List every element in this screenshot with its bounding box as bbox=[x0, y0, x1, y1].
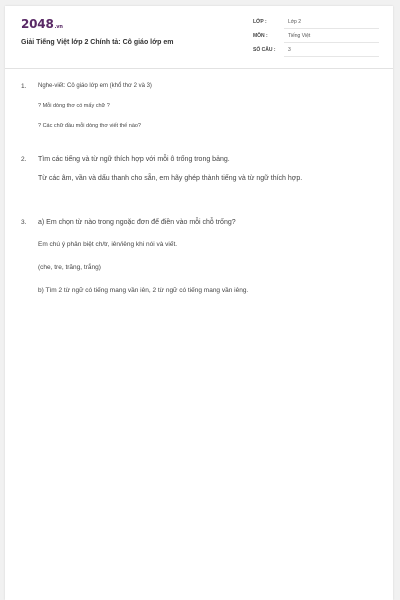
meta-class-row bbox=[253, 17, 379, 29]
logo-tld-text: .vn bbox=[54, 24, 63, 30]
question-3-line-3: b) Tìm 2 từ ngữ có tiếng mang vần iên, 2 từ ngữ có tiếng mang vần iêng. bbox=[38, 287, 249, 294]
question-3-line-1: Em chú ý phân biệt ch/tr, iên/iêng khi nói và viết. bbox=[38, 241, 178, 248]
meta-count-row bbox=[253, 45, 379, 57]
logo-main-text: 2048 bbox=[21, 17, 54, 31]
meta-class-label: LỚP : bbox=[253, 19, 267, 25]
question-3-prompt: a) Em chọn từ nào trong ngoặc đơn để điền vào mỗi chỗ trống? bbox=[38, 219, 236, 226]
question-1-line-1: ? Mỗi dòng thơ có mấy chữ ? bbox=[38, 103, 110, 109]
question-3-number: 3. bbox=[21, 219, 27, 226]
document-title: Giải Tiếng Việt lớp 2 Chính tả: Cô giáo lớp em bbox=[21, 39, 174, 46]
question-2-line-1: Từ các âm, vần và dấu thanh cho sẵn, em hãy ghép thành tiếng và từ ngữ thích hợp. bbox=[38, 175, 303, 182]
meta-subject-row bbox=[253, 31, 379, 43]
meta-count-underline bbox=[284, 56, 379, 57]
worksheet-page bbox=[5, 6, 393, 600]
question-2-number: 2. bbox=[21, 156, 27, 163]
meta-count-value: 3 bbox=[288, 47, 291, 53]
question-3-line-2: (che, tre, trăng, trắng) bbox=[38, 264, 101, 271]
site-logo[interactable] bbox=[21, 17, 63, 31]
worksheet-header bbox=[5, 6, 393, 69]
meta-subject-value: Tiếng Việt bbox=[288, 33, 311, 39]
question-1-prompt: Nghe-viết: Cô giáo lớp em (khổ thơ 2 và 3) bbox=[38, 83, 152, 89]
meta-subject-label: MÔN : bbox=[253, 33, 268, 39]
question-1-line-2: ? Các chữ đầu mỗi dòng thơ viết thế nào? bbox=[38, 123, 141, 129]
meta-count-label: SỐ CÂU : bbox=[253, 47, 276, 53]
meta-class-underline bbox=[284, 28, 379, 29]
meta-class-value: Lớp 2 bbox=[288, 19, 302, 25]
question-2-prompt: Tìm các tiếng và từ ngữ thích hợp với mỗi ô trống trong bảng. bbox=[38, 156, 230, 163]
question-1-number: 1. bbox=[21, 83, 27, 90]
meta-subject-underline bbox=[284, 42, 379, 43]
